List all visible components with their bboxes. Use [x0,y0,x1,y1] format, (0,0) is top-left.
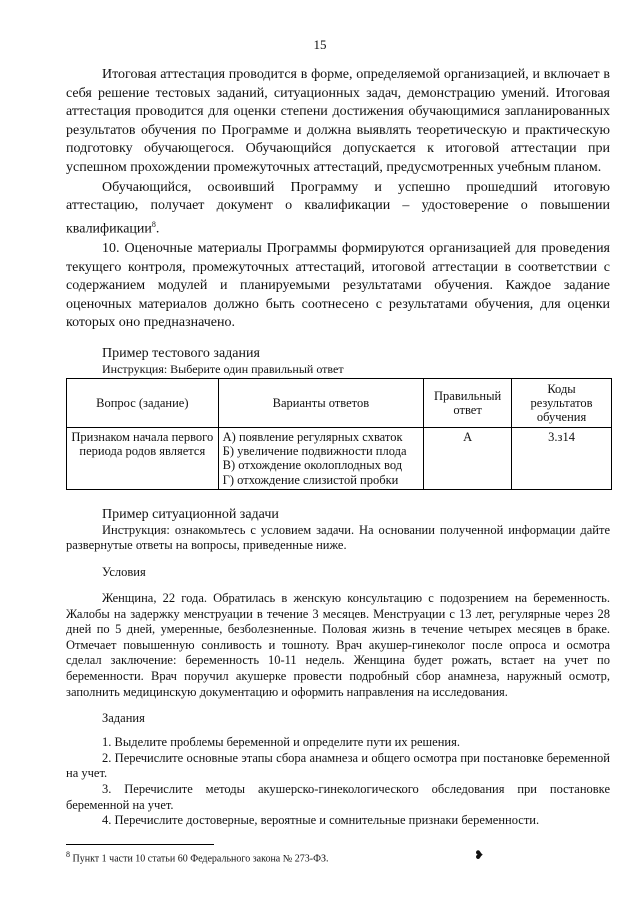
table-header-row [67,378,612,427]
footnote [66,850,329,864]
table-row [67,427,612,489]
page-content [66,66,610,829]
cell-options [218,427,424,489]
conditions-label: Условия [102,564,146,579]
footnote-text: Пункт 1 части 10 статьи 60 Федерального закона № 273-ФЗ. [72,853,329,865]
tasks-list [66,735,610,829]
task-item: 1. Выделите проблемы беременной и определите пути их решения. [102,735,460,750]
test-example-title: Пример тестового задания [102,345,260,361]
task-item: 4. Перечислите достоверные, вероятные и сомнительные признаки беременности. [102,813,540,828]
test-example-table [66,378,612,490]
paragraph-qualification-document: Обучающийся, освоивший Программу и успешно прошедший итоговую аттестацию, получает документ о квалификации – удостоверение о повышении квалификации$^8$. [66,179,610,237]
header-question: Вопрос (задание) [67,378,219,427]
footnote-separator [66,844,214,845]
cell-question: Признаком начала первого периода родов является [67,427,219,489]
header-answer: Правильный ответ [424,378,512,427]
footnote-number: 8 [66,850,70,859]
page-number: 15 [313,37,327,52]
header-options: Варианты ответов [218,378,424,427]
cell-code: 3.з14 [512,427,612,489]
situation-instruction: Инструкция: ознакомьтесь с условием задачи. На основании полученной информации дайте развернутые ответы на вопросы, приведенные ниже. [66,522,610,553]
paragraph-assessment-materials: 10. Оценочные материалы Программы формируются организацией для проведения текущего контроля, промежуточных аттестаций, итоговой аттестации в соответствии с содержанием модулей и планируемыми результатами обучения. Каждое задание оценочных материалов должно быть соотнесено с результатами обучения, для оценки которых оно предназначено. [66,241,610,331]
tasks-label: Задания [102,711,145,726]
conditions-text: Женщина, 22 года. Обратилась в женскую консультацию с подозрением на беременность. Жалобы на задержку менструации в течение 3 месяцев. Менструации с 13 лет, регулярные через 28 дней по 5 дней, умеренные, безболезненные. Половая жизнь в течение четырех месяцев в браке. Отмечает повышенную сонливость и тошноту. Врач акушер-гинеколог после опроса и осмотра сделал заключение: беременность 10-11 недель. Женщина будет рожать, встает на учет по беременности. Врач поручил акушерке провести подробный сбор анамнеза, наружный осмотр, заполнить медицинскую документацию и оформить направления на исследования. [66,590,610,699]
footnote-reference: 8 [151,219,156,229]
situation-example-title: Пример ситуационной задачи [102,506,279,522]
test-example-instruction: Инструкция: Выберите один правильный ответ [102,361,344,376]
task-item: 2. Перечислите основные этапы сбора анамнеза и общего осмотра при постановке беременной на учет. [66,750,610,781]
header-codes: Коды результатов обучения [512,378,612,427]
ink-mark: ❥ [474,848,485,862]
cell-answer: А [424,427,512,489]
option-c: В) отхождение околоплодных вод [222,458,403,473]
option-a: А) появление регулярных схваток [222,429,403,444]
paragraph-final-attestation: Итоговая аттестация проводится в форме, определяемой организацией, и включает в себя решение тестовых заданий, ситуационных задач, демонстрацию умений. Итоговая аттестация проводится для оценки степени достижения обучающимися запланированных результатов обучения по Программе и должна выявлять теоретическую и практическую подготовку обучающегося. Обучающийся допускается к итоговой аттестации при успешном прохождении промежуточных аттестаций, предусмотренных учебным планом. [66,67,610,175]
option-b: Б) увеличение подвижности плода [222,444,407,459]
option-d: Г) отхождение слизистой пробки [222,472,399,487]
task-item: 3. Перечислите методы акушерско-гинекологического обследования при постановке беременной на учет. [66,781,610,812]
paragraph-qualification-text: Обучающийся, освоивший Программу и успешно прошедший итоговую аттестацию, получает документ о квалификации – удостоверение о повышении квалификации [66,179,610,237]
